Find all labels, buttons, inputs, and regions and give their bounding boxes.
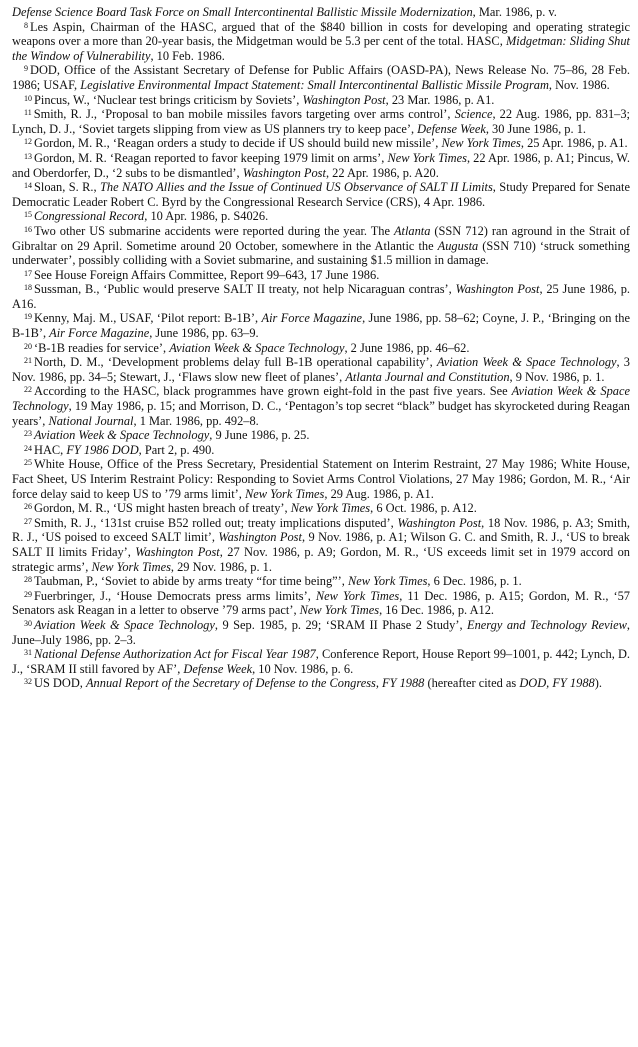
- footnote-text: Smith, R. J., ‘Proposal to ban mobile missiles favors targeting over arms control’,: [33, 107, 455, 122]
- footnote-text: White House, Office of the Press Secretary, Presidential Statement on Interim Restraint, 27 May 1986; White House, Fact Sheet, US Interim Restraint Policy: Responding to Soviet Arms Control Violations, 27 May 1986; Gordon, M. R., ‘Air force delay said to keep US to ’79 arms limit’,: [12, 457, 630, 501]
- footnote-number: 29: [24, 589, 32, 599]
- footnote-8: [12, 20, 630, 64]
- footnote-30: [12, 618, 630, 647]
- footnote-italic-text: Defense Science Board Task Force on Small Intercontinental Ballistic Missile Modernization: [12, 5, 473, 19]
- footnote-text: , Part 2, p. 490.: [138, 442, 215, 457]
- footnote-text: , 25 June 1986, p. A16.: [12, 282, 630, 311]
- footnote-text: North, D. M., ‘Development problems delay full B-1B operational capability’,: [34, 355, 437, 370]
- footnote-text: , 29 Aug. 1986, p. A1.: [324, 486, 434, 501]
- footnote-27: [12, 516, 630, 574]
- footnote-italic-text: New York Times: [299, 603, 380, 618]
- footnote-text: , 1 Mar. 1986, pp. 492–8.: [133, 413, 259, 428]
- footnote-italic-text: Science: [454, 107, 493, 122]
- footnote-text: , 23 Mar. 1986, p. A1.: [385, 92, 495, 107]
- footnote-29: [12, 589, 630, 618]
- footnote-text: , 10 Feb. 1986.: [150, 48, 225, 63]
- footnote-italic-text: Atlanta Journal and Constitution: [345, 369, 510, 384]
- footnote-14: [12, 180, 630, 209]
- footnote-number: 17: [24, 268, 32, 278]
- footnote-text: , June 1986, pp. 58–62; Coyne, J. P., ‘Bringing on the B-1B’,: [12, 311, 630, 341]
- footnote-text: , June 1986, pp. 63–9.: [149, 326, 259, 341]
- footnote-26: [12, 501, 630, 516]
- footnote-italic-text: Midgetman: Sliding Shut the Window of Vulnerability: [12, 34, 630, 63]
- footnote-number: 18: [24, 283, 32, 293]
- footnote-11: [12, 107, 630, 136]
- footnote-text: , 19 May 1986, p. 15; and Morrison, D. C., ‘Pentagon’s top secret “black” budget has skyrocketed during Reagan years’,: [12, 399, 630, 428]
- footnote-number: 21: [24, 356, 32, 366]
- footnote-number: 28: [24, 575, 32, 585]
- footnote-text: (SSN 710) ‘struck something underwater’, possibly colliding with a Soviet submarine, and sustaining $1.5 million in damage.: [12, 238, 630, 268]
- footnote-italic-text: Augusta: [437, 238, 479, 253]
- footnote-italic-text: Defense Week: [417, 121, 486, 136]
- footnote-text: (hereafter cited as: [424, 676, 520, 691]
- footnote-italic-text: Aviation Week & Space Technology: [34, 428, 210, 443]
- footnote-24: [12, 443, 630, 458]
- footnote-12: [12, 136, 630, 151]
- footnote-number: 23: [24, 429, 32, 439]
- footnote-text: , 3 Nov. 1986, pp. 34–5; Stewart, J., ‘Flaws slow new fleet of planes’,: [12, 355, 630, 384]
- footnote-italic-text: Annual Report of the Secretary of Defense to the Congress, FY 1988: [85, 676, 425, 691]
- footnote-10: [12, 93, 630, 108]
- footnote-text: , 9 Sep. 1985, p. 29; ‘SRAM II Phase 2 Study’,: [214, 617, 468, 632]
- footnote-italic-text: Washington Post: [397, 515, 482, 530]
- footnote-text: US DOD,: [34, 676, 86, 691]
- footnote-32: [12, 676, 630, 691]
- footnote-text: , 9 Nov. 1986, p. 1.: [509, 369, 605, 384]
- footnote-text: , 29 Nov. 1986, p. 1.: [170, 559, 272, 574]
- footnote-number: 24: [24, 443, 32, 453]
- footnote-number: 27: [24, 516, 32, 526]
- footnote-19: [12, 311, 630, 340]
- footnote-text: Sussman, B., ‘Public would preserve SALT II treaty, not help Nicaraguan contras’,: [34, 282, 456, 297]
- footnote-number: 14: [24, 181, 32, 191]
- footnote-italic-text: Congressional Record: [34, 209, 145, 224]
- footnote-text: Two other US submarine accidents were reported during the year. The: [34, 223, 394, 238]
- footnote-number: 13: [24, 151, 32, 161]
- footnote-text: (SSN 712) ran aground in the Strait of Gibraltar on 29 April. Sometime around 20 October, somewhere in the Atlantic the: [12, 223, 630, 253]
- footnote-italic-text: Washington Post: [135, 544, 220, 559]
- footnote-text: , 10 Nov. 1986, p. 6.: [252, 661, 354, 676]
- footnote-text: ).: [594, 676, 602, 691]
- footnote-italic-text: New York Times: [91, 559, 171, 574]
- footnote-text: , 6 Dec. 1986, p. 1.: [427, 574, 522, 589]
- footnote-text: ‘B-1B readies for service’,: [34, 340, 170, 355]
- footnote-text: According to the HASC, black programmes have grown eight-fold in the past five years. See: [34, 384, 512, 399]
- footnote-italic-text: Aviation Week & Space Technology: [34, 617, 215, 632]
- footnote-text: Gordon, M. R., ‘US might hasten breach of treaty’,: [34, 501, 291, 516]
- footnote-text: , 22 Apr. 1986, p. A1; Pincus, W. and Oberdorfer, D., ‘2 subs to be dismantled’,: [12, 150, 630, 180]
- footnote-italic-text: DOD, FY 1988: [519, 676, 595, 691]
- footnote-text: Fuerbringer, J., ‘House Democrats press arms limits’,: [34, 588, 316, 603]
- footnote-text: , Nov. 1986.: [548, 77, 610, 92]
- footnote-text: , 27 Nov. 1986, p. A9; Gordon, M. R., ‘US exceeds limit set in 1979 accord on strategic arms’,: [12, 544, 630, 574]
- footnote-italic-text: FY 1986 DOD: [66, 442, 139, 457]
- footnote-number: 22: [24, 385, 32, 395]
- footnote-italic-text: National Defense Authorization Act for Fiscal Year 1987: [34, 647, 316, 662]
- footnote-text: , Study Prepared for Senate Democratic Leader Robert C. Byrd by the Congressional Research Service (CRS), 4 Apr. 1986.: [12, 180, 630, 209]
- footnote-text: , 16 Dec. 1986, p. A12.: [379, 603, 495, 618]
- footnote-text: Les Aspin, Chairman of the HASC, argued that of the $840 billion in costs for developing and operating strategic weapons over a more than 20-year basis, the Midgetman would be 5.3 per cent of the total. HASC,: [12, 19, 630, 49]
- footnote-number: 15: [24, 210, 32, 220]
- footnote-italic-text: New York Times: [441, 136, 521, 151]
- footnote-text: Gordon, M. R. ‘Reagan reported to favor keeping 1979 limit on arms’,: [34, 150, 388, 165]
- footnote-text: , June–July 1986, pp. 2–3.: [12, 617, 630, 647]
- footnote-italic-text: New York Times: [244, 486, 325, 501]
- footnote-20: [12, 341, 630, 356]
- footnote-16: [12, 224, 630, 268]
- footnote-number: 26: [24, 502, 32, 512]
- footnote-21: [12, 355, 630, 384]
- footnote-italic-text: Legislative Environmental Impact Statement: Small Intercontinental Ballistic Missile Program: [80, 77, 549, 92]
- footnote-italic-text: Washington Post: [242, 165, 326, 180]
- footnote-italic-text: New York Times: [347, 574, 428, 589]
- footnote-22: [12, 384, 630, 428]
- footnote-italic-text: Washington Post: [302, 92, 386, 107]
- footnote-italic-text: New York Times: [290, 501, 371, 516]
- footnote-text: , Mar. 1986, p. v.: [472, 5, 557, 19]
- footnote-italic-text: Energy and Technology Review: [467, 617, 627, 632]
- footnote-italic-text: Aviation Week & Space Technology: [12, 384, 631, 414]
- footnote-italic-text: Air Force Magazine: [49, 326, 150, 341]
- footnote-number: 20: [24, 341, 32, 351]
- footnote-text: , 2 June 1986, pp. 46–62.: [344, 340, 470, 355]
- footnote-number: 32: [24, 677, 32, 687]
- footnote-25: [12, 457, 630, 501]
- footnote-9: [12, 63, 630, 92]
- footnote-number: 11: [24, 108, 32, 118]
- footnote-text: HAC,: [34, 442, 67, 457]
- footnote-number: 19: [24, 312, 32, 322]
- footnote-text: , 11 Dec. 1986, p. A15; Gordon, M. R., ‘57 Senators ask Reagan in a letter to observe ’79 arms pact’,: [12, 588, 630, 618]
- footnote-text: , 25 Apr. 1986, p. A1.: [520, 136, 628, 151]
- footnote-number: 16: [24, 224, 32, 234]
- footnote-italic-text: Washington Post: [218, 530, 302, 545]
- footnote-text: Sloan, S. R.,: [34, 180, 101, 195]
- footnote-italic-text: New York Times: [387, 150, 467, 165]
- footnote-text: Kenny, Maj. M., USAF, ‘Pilot report: B-1B’,: [34, 311, 262, 326]
- footnote-28: [12, 574, 630, 589]
- footnote-italic-text: Defense Week: [183, 661, 253, 676]
- footnote-15: [12, 209, 630, 224]
- footnote-italic-text: Aviation Week & Space Technology: [169, 340, 345, 355]
- footnote-italic-text: Air Force Magazine: [261, 311, 363, 326]
- footnote-italic-text: Aviation Week & Space Technology: [436, 355, 617, 370]
- footnote-text: Taubman, P., ‘Soviet to abide by arms treaty “for time being”’,: [34, 574, 348, 589]
- footnote-number: 31: [24, 648, 32, 658]
- footnote-number: 30: [24, 618, 32, 628]
- footnote-18: [12, 282, 630, 311]
- footnote-text: , Conference Report, House Report 99–1001, p. 442; Lynch, D. J., ‘SRAM II still favored by AF’,: [12, 647, 630, 676]
- footnote-23: [12, 428, 630, 443]
- footnote-text: , 6 Oct. 1986, p. A12.: [370, 501, 477, 516]
- footnote-31: [12, 647, 630, 676]
- footnote-italic-text: The NATO Allies and the Issue of Continued US Observance of SALT II Limits: [100, 180, 493, 195]
- footnote-number: 8: [24, 20, 28, 30]
- footnote-number: 10: [24, 93, 32, 103]
- footnote-number: 12: [24, 137, 32, 147]
- footnote-italic-text: New York Times: [315, 588, 400, 603]
- footnote-13: [12, 151, 630, 180]
- footnote-italic-text: National Journal: [48, 413, 134, 428]
- footnote-text: Gordon, M. R., ‘Reagan orders a study to decide if US should build new missile’,: [34, 136, 442, 151]
- footnote-text: , 22 Aug. 1986, pp. 831–3; Lynch, D. J., ‘Soviet targets slipping from view as US planners try to keep pace’,: [12, 107, 630, 136]
- footnote-text: Smith, R. J., ‘131st cruise B52 rolled out; treaty implications disputed’,: [34, 515, 398, 530]
- footnote-italic-text: Washington Post: [455, 282, 540, 297]
- footnote-text: , 22 Apr. 1986, p. A20.: [325, 165, 439, 180]
- footnote-number: 25: [24, 458, 32, 468]
- footnote-continuation: [12, 5, 630, 20]
- footnote-text: See House Foreign Affairs Committee, Report 99–643, 17 June 1986.: [34, 267, 380, 282]
- footnote-text: , 9 June 1986, p. 25.: [209, 428, 310, 443]
- footnote-text: DOD, Office of the Assistant Secretary of Defense for Public Affairs (OASD-PA), News Release No. 75–86, 28 Feb. 1986; USAF,: [12, 63, 630, 92]
- footnote-text: , 10 Apr. 1986, p. S4026.: [144, 209, 269, 224]
- footnote-text: , 9 Nov. 1986, p. A1; Wilson G. C. and Smith, R. J., ‘US to break SALT II limits Friday’,: [12, 530, 630, 559]
- footnote-text: , 18 Nov. 1986, p. A3; Smith, R. J., ‘US poised to exceed SALT limit’,: [12, 515, 630, 545]
- footnote-text: Pincus, W., ‘Nuclear test brings criticism by Soviets’,: [34, 92, 303, 107]
- footnote-italic-text: Atlanta: [393, 223, 431, 238]
- footnote-17: [12, 268, 630, 283]
- footnote-number: 9: [24, 64, 28, 74]
- footnote-text: , 30 June 1986, p. 1.: [485, 121, 586, 136]
